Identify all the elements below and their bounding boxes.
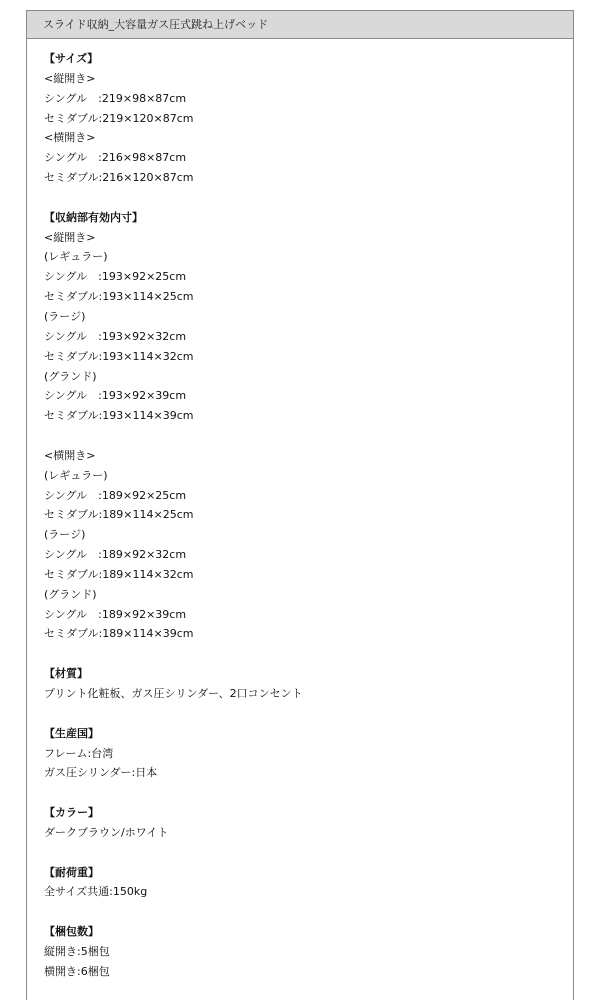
spec-line: 横開き:6梱包 [44,964,110,978]
blank-line [44,426,573,446]
spec-line: <縦開き> [44,71,96,85]
blank-line [44,902,573,922]
section-heading: 【材質】 [44,667,88,681]
blank-line [44,843,573,863]
section-heading: 【カラー】 [44,806,99,820]
spec-line: シングル :193×92×25cm [44,270,187,284]
spec-line: (グランド) [44,369,97,383]
spec-line: シングル :193×92×39cm [44,389,187,403]
spec-line: セミダブル:193×114×32cm [44,349,194,363]
spec-panel-title: スライド収納_大容量ガス圧式跳ね上げベッド [27,11,573,39]
spec-line: (ラージ) [44,309,86,323]
spec-line: セミダブル:193×114×39cm [44,409,194,423]
spec-line: シングル :189×92×39cm [44,607,187,621]
spec-list [27,39,573,982]
spec-line: セミダブル:189×114×39cm [44,627,194,641]
blank-line [44,783,573,803]
section-heading: 【収納部有効内寸】 [44,210,143,224]
blank-line [44,188,573,208]
spec-line: セミダブル:189×114×25cm [44,508,194,522]
spec-line: シングル :216×98×87cm [44,151,187,165]
spec-line: シングル :189×92×32cm [44,548,187,562]
spec-line: シングル :193×92×32cm [44,329,187,343]
blank-line [44,644,573,664]
section-heading: 【生産国】 [44,726,99,740]
spec-line: (グランド) [44,587,97,601]
blank-line [44,704,573,724]
spec-line: 全サイズ共通:150kg [44,885,148,899]
spec-line: ダークブラウン/ホワイト [44,825,169,839]
spec-line: (レギュラー) [44,250,108,264]
spec-line: セミダブル:193×114×25cm [44,290,194,304]
spec-line: セミダブル:219×120×87cm [44,111,194,125]
spec-line: <横開き> [44,131,96,145]
spec-line: <縦開き> [44,230,96,244]
spec-line: セミダブル:216×120×87cm [44,171,194,185]
section-heading: 【サイズ】 [44,52,99,65]
spec-line: シングル :189×92×25cm [44,488,187,502]
section-heading: 【耐荷重】 [44,865,99,879]
spec-panel [26,10,574,1000]
spec-line: (ラージ) [44,528,86,542]
spec-line: (レギュラー) [44,468,108,482]
spec-line: <横開き> [44,448,96,462]
spec-line: ガス圧シリンダー:日本 [44,766,158,780]
spec-line: セミダブル:189×114×32cm [44,567,194,581]
spec-line: シングル :219×98×87cm [44,91,187,105]
section-heading: 【梱包数】 [44,925,99,939]
spec-line: プリント化粧板、ガス圧シリンダー、2口コンセント [44,687,303,700]
spec-line: フレーム:台湾 [44,746,114,760]
spec-line: 縦開き:5梱包 [44,944,110,958]
